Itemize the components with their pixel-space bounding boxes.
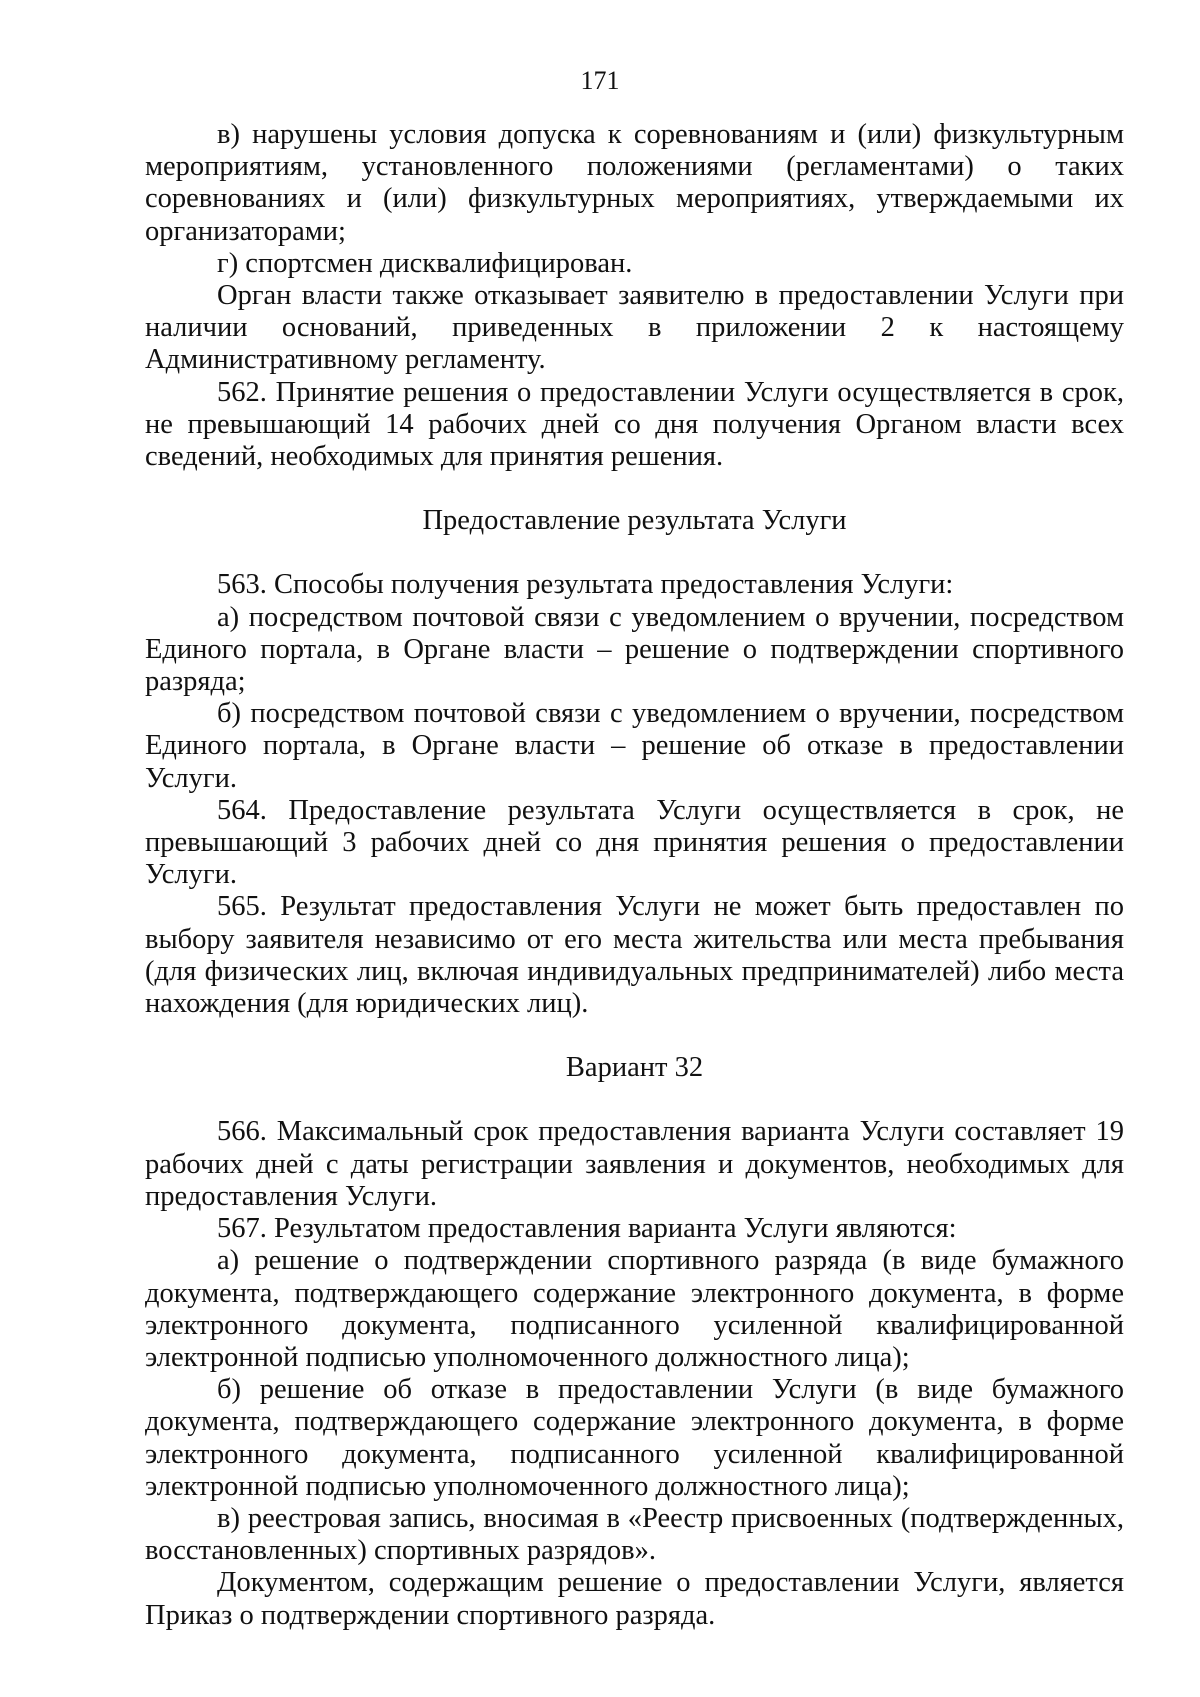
paragraph-item-v: в) нарушены условия допуска к соревнованиям и (или) физкультурным мероприятиям, установленного положениями (регламентами) о таких соревнованиях и (или) физкультурных мероприятиях, утверждаемыми их организаторами;: [145, 119, 1124, 247]
spacer: [145, 473, 1124, 505]
paragraph-563-a: а) посредством почтовой связи с уведомлением о вручении, посредством Единого портала, в Органе власти – решение о подтверждении спортивного разряда;: [145, 601, 1124, 698]
spacer: [145, 1020, 1124, 1052]
section-heading-variant: Вариант 32: [565, 1052, 704, 1084]
paragraph-562: 562. Принятие решения о предоставлении Услуги осуществляется в срок, не превышающий 14 рабочих дней со дня получения Органом власти всех сведений, необходимых для принятия решения.: [145, 376, 1124, 473]
paragraph-567-a: а) решение о подтверждении спортивного разряда (в виде бумажного документа, подтверждающего содержание электронного документа, в форме электронного документа, подписанного усиленной квалифицированной электронной подписью уполномоченного должностного лица);: [145, 1245, 1124, 1373]
paragraph-refusal-grounds: Орган власти также отказывает заявителю в предоставлении Услуги при наличии оснований, приведенных в приложении 2 к настоящему Административному регламенту.: [145, 280, 1124, 376]
paragraph-566: 566. Максимальный срок предоставления варианта Услуги составляет 19 рабочих дней с даты регистрации заявления и документов, необходимых для предоставления Услуги.: [145, 1116, 1124, 1212]
paragraph-563-b: б) посредством почтовой связи с уведомлением о вручении, посредством Единого портала, в Органе власти – решение об отказе в предоставлении Услуги.: [145, 698, 1124, 794]
paragraph-563: 563. Способы получения результата предоставления Услуги:: [217, 569, 954, 601]
paragraph-567: 567. Результатом предоставления варианта Услуги являются:: [217, 1213, 957, 1245]
paragraph-567-v: в) реестровая запись, вносимая в «Реестр присвоенных (подтвержденных, восстановленных) спортивных разрядов».: [145, 1502, 1124, 1567]
paragraph-decision-document: Документом, содержащим решение о предоставлении Услуги, является Приказ о подтверждении спортивного разряда.: [145, 1567, 1124, 1631]
paragraph-567-b: б) решение об отказе в предоставлении Услуги (в виде бумажного документа, подтверждающего содержание электронного документа, в форме электронного документа, подписанного усиленной квалифицированной электронной подписью уполномоченного должностного лица);: [145, 1374, 1124, 1502]
spacer: [145, 537, 1124, 569]
paragraph-565: 565. Результат предоставления Услуги не может быть предоставлен по выбору заявителя независимо от его места жительства или места пребывания (для физических лиц, включая индивидуальных предпринимателей) либо места нахождения (для юридических лиц).: [145, 891, 1124, 1020]
spacer: [145, 1084, 1124, 1116]
paragraph-item-g: г) спортсмен дисквалифицирован.: [217, 247, 633, 279]
page-number: 171: [580, 66, 620, 95]
paragraph-564: 564. Предоставление результата Услуги осуществляется в срок, не превышающий 3 рабочих дней со дня принятия решения о предоставлении Услуги.: [145, 794, 1124, 891]
document-body: [145, 119, 1124, 1632]
section-heading-result: Предоставление результата Услуги: [422, 505, 847, 537]
